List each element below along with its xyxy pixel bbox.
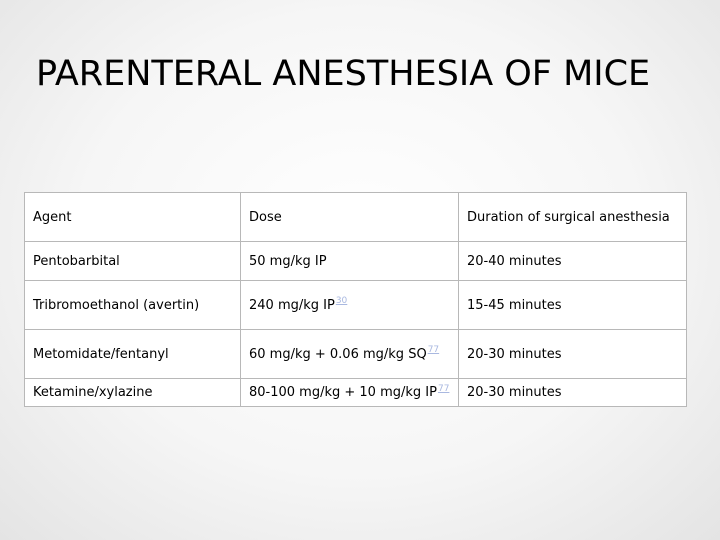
agent-cell: Pentobarbital xyxy=(25,242,241,281)
dose-cell xyxy=(241,281,459,330)
duration-cell: 20-30 minutes xyxy=(459,330,687,379)
slide-title: PARENTERAL ANESTHESIA OF MICE xyxy=(36,54,651,94)
reference-link[interactable]: 30 xyxy=(335,296,348,307)
duration-cell: 20-30 minutes xyxy=(459,379,687,407)
anesthesia-table-container xyxy=(24,192,687,407)
agent-cell: Metomidate/fentanyl xyxy=(25,330,241,379)
dose-cell xyxy=(241,330,459,379)
dose-cell xyxy=(241,379,459,407)
dose-text: 80-100 mg/kg + 10 mg/kg IP xyxy=(249,385,437,400)
table-row xyxy=(25,281,687,330)
duration-cell: 15-45 minutes xyxy=(459,281,687,330)
dose-text: 240 mg/kg IP xyxy=(249,297,335,313)
header-agent: Agent xyxy=(25,193,241,242)
header-dose: Dose xyxy=(241,193,459,242)
reference-link[interactable]: 77 xyxy=(437,383,450,394)
dose-text: 60 mg/kg + 0.06 mg/kg SQ xyxy=(249,346,427,362)
table-row xyxy=(25,379,687,407)
dose-text: 50 mg/kg IP xyxy=(249,253,327,269)
dose-cell xyxy=(241,242,459,281)
reference-link[interactable]: 77 xyxy=(427,345,440,356)
header-duration: Duration of surgical anesthesia xyxy=(459,193,687,242)
agent-cell: Ketamine/xylazine xyxy=(25,379,241,407)
table-row xyxy=(25,330,687,379)
duration-cell: 20-40 minutes xyxy=(459,242,687,281)
anesthesia-table xyxy=(24,192,687,407)
agent-cell: Tribromoethanol (avertin) xyxy=(25,281,241,330)
table-header-row xyxy=(25,193,687,242)
table-row xyxy=(25,242,687,281)
